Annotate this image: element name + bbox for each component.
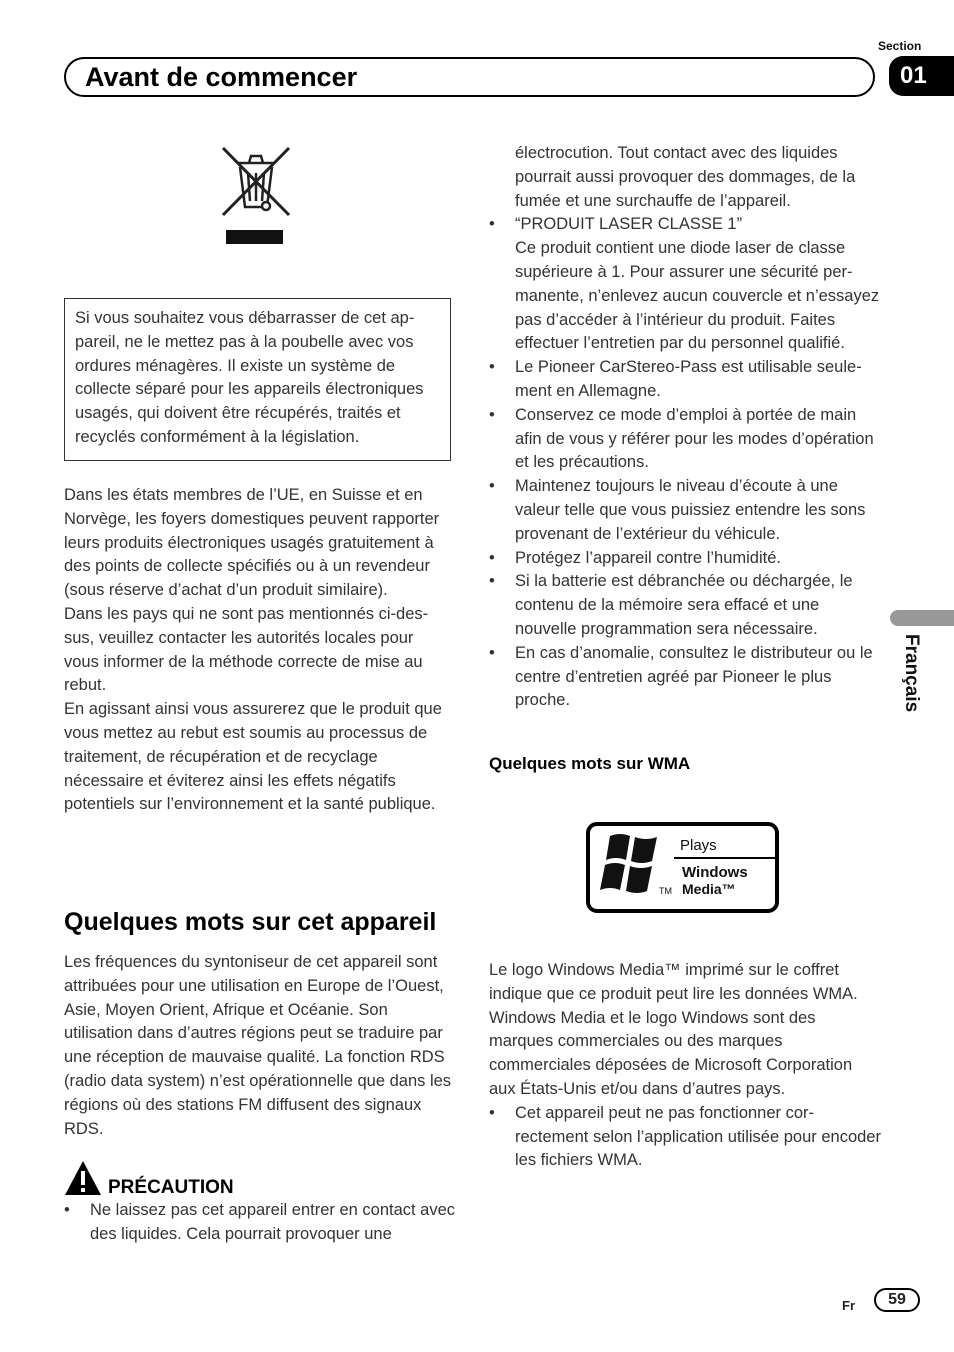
logo-plays-text: Plays bbox=[680, 837, 717, 854]
caution-list bbox=[64, 1199, 456, 1247]
page-title: Avant de commencer bbox=[85, 62, 358, 92]
crossed-bin-icon bbox=[220, 145, 292, 247]
windows-media-logo bbox=[586, 822, 779, 913]
logo-windows-text: Windows bbox=[682, 864, 748, 881]
device-paragraph bbox=[64, 951, 452, 1141]
right-column-list bbox=[489, 142, 881, 713]
section-number: 01 bbox=[889, 56, 954, 96]
list-item: • Le Pioneer CarStereo-Pass est utilisable seulement en Allemagne. bbox=[489, 356, 881, 404]
logo-tm-text: TM bbox=[659, 886, 672, 896]
language-label bbox=[896, 634, 926, 724]
paragraph: Dans les pays qui ne sont pas mentionnés ci-dessus, veuillez contacter les autorités locales pour vous informer de la méthode correcte de mise au rebut. bbox=[64, 604, 429, 695]
footer-lang-code: Fr bbox=[842, 1298, 855, 1313]
list-item: • En cas d’anomalie, consultez le distributeur ou le centre d’entretien agréé par Pioneer le plus proche. bbox=[489, 642, 881, 713]
continued-text: électrocution. Tout contact avec des liquides pourrait aussi provoquer des dommages, de la fumée et une surchauffe de l’appareil. bbox=[515, 144, 856, 210]
list-item: • Conservez ce mode d’emploi à portée de main afin de vous y référer pour les modes d’opération et les précautions. bbox=[489, 404, 881, 475]
list-item: • Cet appareil peut ne pas fonctionner correctement selon l’application utilisée pour encoder les fichiers WMA. bbox=[489, 1102, 881, 1173]
wma-heading: Quelques mots sur WMA bbox=[489, 754, 691, 773]
paragraph: Dans les états membres de l’UE, en Suisse et en Norvège, les foyers domestiques peuvent rapporter leurs produits électroniques usagés gratuitement à des points de collecte spécifiés ou à un revendeur (sous réserve d’achat d’un produit similaire). bbox=[64, 486, 440, 600]
bullet-list bbox=[489, 213, 881, 713]
paragraph: En agissant ainsi vous assurerez que le produit que vous mettez au rebut est soumis au processus de traitement, de récupération et de recyclage nécessaire et éviterez ainsi les effets négatifs potentiels sur l’environnement et la santé publique. bbox=[64, 700, 442, 814]
language-tab bbox=[890, 610, 954, 626]
paragraph: Le logo Windows Media™ imprimé sur le coffret indique que ce produit peut lire les données WMA. bbox=[489, 961, 858, 1003]
caution-title: PRÉCAUTION bbox=[108, 1177, 234, 1198]
language-text: Français bbox=[901, 634, 922, 713]
disposal-notice-text: Si vous souhaitez vous débarrasser de cet appareil, ne le mettez pas à la poubelle avec vos ordures ménagères. Il existe un système de collecte séparé pour les appareils électroniques usagés, qui doivent être récupérés, traités et recyclés conformément à la législation. bbox=[75, 309, 424, 446]
left-paragraphs bbox=[64, 484, 452, 817]
list-item: • Protégez l’appareil contre l’humidité. bbox=[489, 547, 881, 571]
page-number: 59 bbox=[874, 1288, 920, 1312]
paragraph: Windows Media et le logo Windows sont des marques commerciales ou des marques commerciales déposées de Microsoft Corporation aux États-Unis et/ou dans d’autres pays. bbox=[489, 1008, 853, 1098]
paragraph: Les fréquences du syntoniseur de cet appareil sont attribuées pour une utilisation en Europe de l’Ouest, Asie, Moyen Orient, Afrique et Océanie. Son utilisation dans d’autres régions peut se traduire par une réception de mauvaise qualité. La fonction RDS (radio data system) n’est opérationnelle que dans les régions où des stations FM diffusent des signaux RDS. bbox=[64, 953, 452, 1138]
warning-icon bbox=[64, 1160, 102, 1196]
list-item: • Ne laissez pas cet appareil entrer en contact avec des liquides. Cela pourrait provoquer une bbox=[64, 1199, 456, 1247]
list-item: • “PRODUIT LASER CLASSE 1” Ce produit contient une diode laser de classe supérieure à 1. Pour assurer une sécurité permanente, n’enlevez aucun couvercle et n’essayez pas d’accéder à l’intérieur du produit. Faites effectuer l’entretien par du personnel qualifié. bbox=[489, 213, 881, 356]
list-item: • Si la batterie est débranchée ou déchargée, le contenu de la mémoire sera effacé et une nouvelle programmation sera nécessaire. bbox=[489, 570, 881, 641]
disposal-notice-box bbox=[64, 298, 451, 461]
wma-paragraphs bbox=[489, 959, 881, 1173]
logo-media-text: Media™ bbox=[682, 881, 736, 897]
list-item: • Maintenez toujours le niveau d’écoute à une valeur telle que vous puissiez entendre les sons provenant de l’extérieur du véhicule. bbox=[489, 475, 881, 546]
section-heading: Quelques mots sur cet appareil bbox=[64, 908, 437, 936]
section-label: Section bbox=[878, 39, 922, 53]
